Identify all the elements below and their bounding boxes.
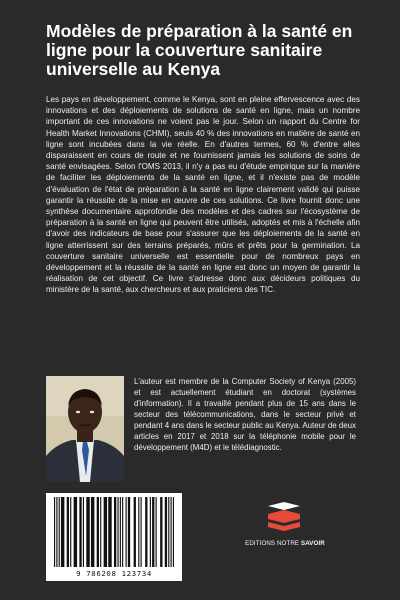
isbn-barcode xyxy=(46,493,182,581)
barcode-bar xyxy=(61,497,64,567)
barcode-bar xyxy=(128,497,130,567)
barcode-bar xyxy=(126,497,127,567)
barcode-bar xyxy=(173,497,174,567)
barcode-bars xyxy=(54,497,174,567)
barcode-bar xyxy=(165,497,167,567)
barcode-bar xyxy=(67,497,69,567)
barcode-bar xyxy=(97,497,99,567)
barcode-bar xyxy=(91,497,94,567)
barcode-bar xyxy=(122,497,123,567)
publisher-name-prefix: EDITIONS NOTRE xyxy=(245,540,301,547)
barcode-bar xyxy=(59,497,60,567)
barcode-bar xyxy=(74,497,77,567)
barcode-bar xyxy=(108,497,111,567)
barcode-bar xyxy=(83,497,84,567)
publisher-name-strong: SAVOIR xyxy=(300,540,325,547)
barcode-bar xyxy=(134,497,136,567)
barcode-bar xyxy=(120,497,121,567)
barcode-bar xyxy=(150,497,151,567)
author-bio: L'auteur est membre de la Computer Society of Kenya (2005) et est actuellement étudiant en doctorat (systèmes d'information). Il a travaillé pendant plus de 15 ans dans le secteur des télécommunications, dans le secteur privé et pendant 4 ans dans le secteur public au Kenya. Auteur de deux articles en 2017 et 2018 sur la téléphonie mobile pour le développement (M4D) et le télédiagnostic. xyxy=(134,377,356,452)
barcode-bar xyxy=(114,497,116,567)
barcode-bar xyxy=(104,497,107,567)
barcode-bar xyxy=(70,497,71,567)
barcode-bar xyxy=(152,497,154,567)
barcode-bar xyxy=(171,497,172,567)
barcode-bar xyxy=(145,497,147,567)
isbn-number: 9 786208 123734 xyxy=(76,569,152,578)
barcode-bar xyxy=(160,497,162,567)
publisher-logo-icon xyxy=(264,500,304,534)
book-title: Modèles de préparation à la santé en ligne pour la couverture sanitaire universelle au Kenya xyxy=(46,21,353,79)
barcode-bar xyxy=(168,497,169,567)
barcode-bar xyxy=(79,497,81,567)
barcode-bar xyxy=(138,497,139,567)
barcode-bar xyxy=(56,497,57,567)
author-photo xyxy=(46,376,124,482)
barcode-bar xyxy=(117,497,118,567)
publisher-block xyxy=(240,500,330,560)
barcode-bar xyxy=(141,497,142,567)
barcode-bar xyxy=(86,497,89,567)
author-portrait-image xyxy=(46,376,124,482)
barcode-bar xyxy=(100,497,101,567)
barcode-bar xyxy=(54,497,55,567)
barcode-bar xyxy=(156,497,157,567)
book-description: Les pays en développement, comme le Kenya, sont en pleine effervescence avec des innovations et des déploiements de solutions de santé en ligne, mais un nombre important de ces innovations ne voient pas le jour. Selon un rapport du Centre for Health Market Innovations (CHMI), seuls 40 % des innovations en matière de santé en ligne sont incubées dans la vie réelle. En d'autres termes, 60 % d'entre elles disparaissent en cours de route et ne fournissent jamais les solutions de soins de santé envisagées. Selon l'OMS 2013, il n'y a pas eu d'étude empirique sur la manière de faciliter les déploiements de la santé en ligne, et il n'existe pas de modèle d'évaluation de l'état de préparation à la santé en ligne clairement validé qui puisse garantir la réussite de la mise en œuvre de ces solutions. Ce livre fournit donc une synthèse documentaire approfondie des modèles et des cadres sur l'écosystème de préparation à la santé en ligne qui peuvent être utilisés, adoptés et mis à l'échelle afin d'avoir des indicateurs de base pour s'assurer que les déploiements de la santé en ligne atterrissent sur des terrains préparés, mûrs et prêts pour la germination. La couverture sanitaire universelle est essentielle pour de nombreux pays en développement et la réussite de la santé en ligne est donc un moyen de garantir la réalisation de cet objectif. Ce livre s'adresse donc aux décideurs politiques du ministère de la santé, aux chercheurs et aux praticiens des TIC. xyxy=(46,95,360,295)
publisher-name xyxy=(240,540,330,547)
